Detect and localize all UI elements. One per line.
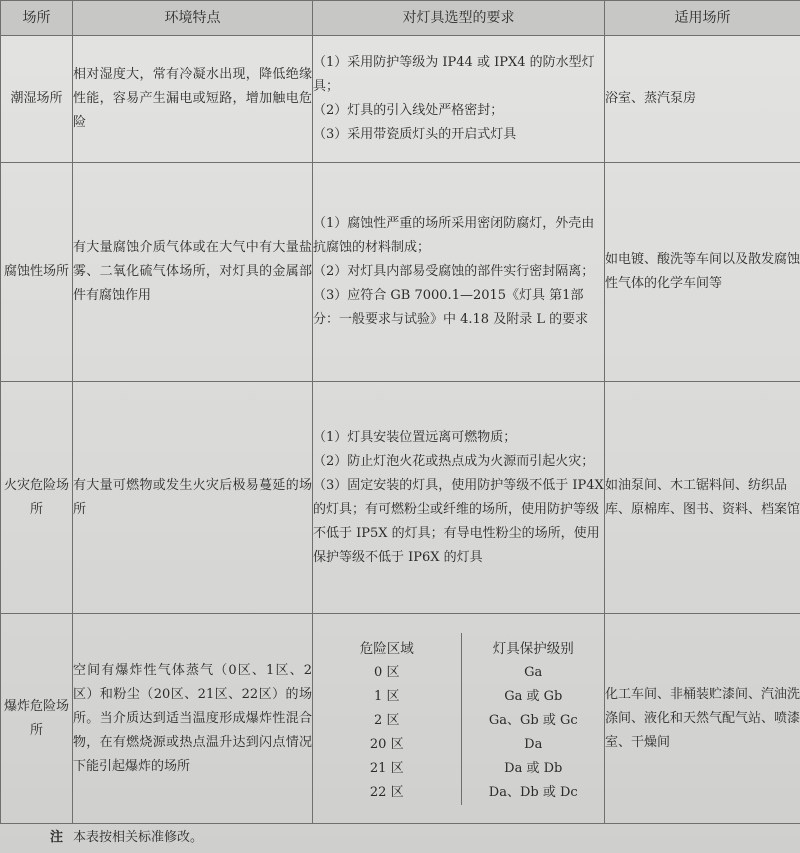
table-header-row <box>1 1 800 36</box>
subtable-row <box>313 709 605 733</box>
subtable-row <box>313 781 605 805</box>
level-cell: Da <box>461 733 605 757</box>
table-row <box>1 163 800 382</box>
place-cell: 腐蚀性场所 <box>1 163 73 382</box>
subtable-row <box>313 757 605 781</box>
place-cell: 火灾危险场所 <box>1 382 73 614</box>
scope-cell: 如油泵间、木工锯料间、纺织品库、原棉库、图书、资料、档案馆 <box>605 382 800 614</box>
zone-cell: 2 区 <box>374 712 400 728</box>
environment-cell: 空间有爆炸性气体蒸气（0区、1区、2区）和粉尘（20区、21区、22区）的场所。当介质达到适当温度形成爆炸性混合物，在有燃烧源或热点温升达到闪点情况下能引起爆炸的场所 <box>73 614 313 824</box>
requirement-item: （1）采用防护等级为 IP44 或 IPX4 的防水型灯具； <box>313 55 595 94</box>
level-cell: Da 或 Db <box>461 757 605 781</box>
scope-cell: 如电镀、酸洗等车间以及散发腐蚀性气体的化学车间等 <box>605 163 800 382</box>
environment-cell: 有大量腐蚀介质气体或在大气中有大量盐雾、二氧化硫气体场所，对灯具的金属部件有腐蚀作用 <box>73 163 313 382</box>
environment-cell: 有大量可燃物或发生火灾后极易蔓延的场所 <box>73 382 313 614</box>
subtable-row <box>313 733 605 757</box>
table-row <box>1 614 800 824</box>
requirement-item: （2）防止灯泡火花或热点成为火源而引起火灾； <box>313 453 595 469</box>
requirements-cell <box>313 614 605 824</box>
subtable-row <box>313 661 605 685</box>
scope-cell: 浴室、蒸汽泵房 <box>605 36 800 163</box>
requirement-item: （1）灯具安装位置远离可燃物质； <box>313 429 517 445</box>
note-label: 注 <box>50 830 64 845</box>
requirement-item: （3）采用带瓷质灯头的开启式灯具 <box>313 127 517 142</box>
level-cell: Ga、Gb 或 Gc <box>461 709 605 733</box>
note-text: 本表按相关标准修改。 <box>73 830 204 845</box>
requirements-cell <box>313 382 605 614</box>
requirements-cell <box>313 163 605 382</box>
zone-cell: 22 区 <box>369 784 404 800</box>
environment-cell: 相对湿度大，常有冷凝水出现，降低绝缘性能，容易产生漏电或短路，增加触电危险 <box>73 36 313 163</box>
requirements-cell <box>313 36 605 163</box>
level-cell: Da、Db 或 Dc <box>461 781 605 805</box>
requirement-item: （3）固定安装的灯具，使用防护等级不低于 IP4X 的灯具；有可燃粉尘或纤维的场所，使用防护等级不低于 IP5X 的灯具；有导电性粉尘的场所，使用保护等级不低于 IP6X 的灯具 <box>313 477 604 565</box>
requirement-item: （3）应符合 GB 7000.1—2015《灯具 第1部分：一般要求与试验》中 4.18 及附录 L 的要求 <box>313 288 589 327</box>
table-row <box>1 36 800 163</box>
zone-cell: 21 区 <box>369 760 404 776</box>
zone-cell: 1 区 <box>374 688 400 704</box>
requirement-item: （2）灯具的引入线处严格密封； <box>313 103 504 118</box>
header-place: 场所 <box>1 1 73 36</box>
table-row <box>1 382 800 614</box>
header-applicable-places: 适用场所 <box>605 1 800 36</box>
subtable-row <box>313 685 605 709</box>
header-requirements: 对灯具选型的要求 <box>313 1 605 36</box>
scope-cell: 化工车间、非桶装贮漆间、汽油洗涤间、液化和天然气配气站、喷漆室、干燥间 <box>605 614 800 824</box>
level-header: 灯具保护级别 <box>461 633 605 661</box>
place-cell: 潮湿场所 <box>1 36 73 163</box>
subtable-header-row <box>313 633 605 661</box>
requirement-item: （1）腐蚀性严重的场所采用密闭防腐灯，外壳由抗腐蚀的材料制成； <box>313 216 595 255</box>
level-cell: Ga 或 Gb <box>461 685 605 709</box>
zone-header: 危险区域 <box>359 640 414 657</box>
zone-level-subtable <box>313 633 605 805</box>
place-cell: 爆炸危险场所 <box>1 614 73 824</box>
zone-cell: 20 区 <box>369 736 404 752</box>
requirement-item: （2）对灯具内部易受腐蚀的部件实行密封隔离； <box>313 264 595 279</box>
table-note <box>50 828 203 848</box>
zone-cell: 0 区 <box>374 664 400 680</box>
header-environment: 环境特点 <box>73 1 313 36</box>
level-cell: Ga <box>461 661 605 685</box>
